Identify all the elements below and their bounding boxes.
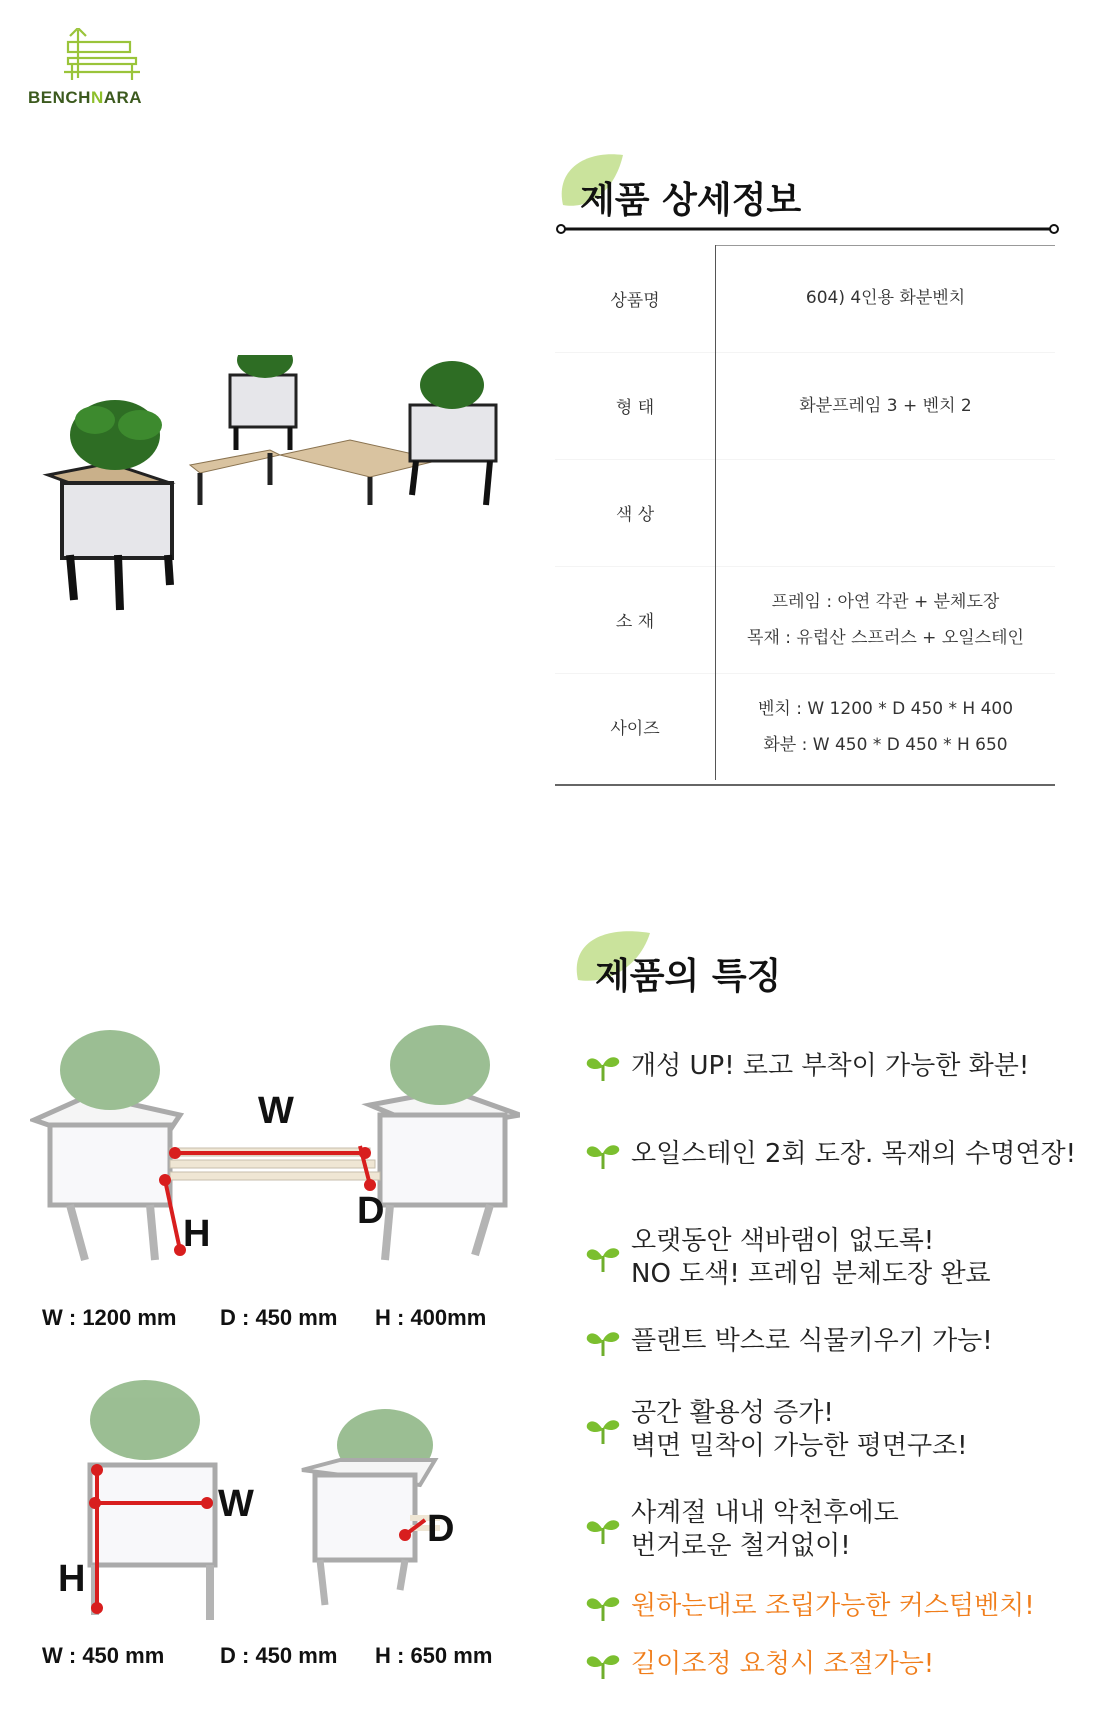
- feature-item: 플랜트 박스로 식물키우기 가능!: [585, 1325, 1085, 1358]
- table-bottom-rule: [555, 784, 1055, 786]
- height-label: H: [58, 1558, 86, 1600]
- sprout-icon: [585, 1051, 621, 1083]
- feature-item: 공간 활용성 증가! 벽면 밀착이 가능한 평면구조!: [585, 1397, 1085, 1463]
- planter-depth-value: D : 450 mm: [220, 1643, 338, 1668]
- spec-table: [555, 245, 1055, 780]
- product-photo: [40, 355, 510, 615]
- spec-heading: 제품 상세정보: [580, 180, 802, 221]
- brand-logo: [28, 28, 178, 118]
- spec-value: 화분프레임 3 + 벤치 2: [716, 352, 1056, 459]
- depth-label: D: [427, 1508, 455, 1550]
- table-row: [555, 566, 1055, 673]
- sprout-icon: [585, 1514, 621, 1546]
- sprout-icon: [585, 1242, 621, 1274]
- planter-dimension-diagram: [40, 1375, 520, 1625]
- spec-value: 프레임 : 아연 각관 + 분체도장 목재 : 유럽산 스프러스 + 오일스테인: [716, 566, 1056, 673]
- table-row: [555, 352, 1055, 459]
- width-label: W: [258, 1090, 294, 1132]
- feature-item: 원하는대로 조립가능한 커스텀벤치!: [585, 1590, 1085, 1623]
- feature-item: 개성 UP! 로고 부착이 가능한 화분!: [585, 1050, 1085, 1083]
- sprout-icon: [585, 1649, 621, 1681]
- height-label: H: [183, 1213, 211, 1255]
- feature-item: 오랫동안 색바램이 없도록! NO 도색! 프레임 분체도장 완료: [585, 1225, 1085, 1291]
- table-row: [555, 673, 1055, 780]
- brand-name: BENCHNARA: [28, 88, 143, 107]
- spec-value: 604) 4인용 화분벤치: [805, 288, 966, 309]
- spec-key: 상품명: [555, 245, 716, 352]
- feature-item: 오일스테인 2회 도장. 목재의 수명연장!: [585, 1138, 1085, 1171]
- sprout-icon: [585, 1139, 621, 1171]
- table-row: [555, 245, 1055, 352]
- features-heading: 제품의 특징: [595, 956, 782, 997]
- bench-depth-value: D : 450 mm: [220, 1305, 338, 1330]
- spec-key: 사이즈: [555, 673, 716, 780]
- bench-logo-icon: [28, 28, 178, 88]
- spec-key: 색 상: [555, 459, 716, 566]
- spec-value: [716, 459, 1056, 566]
- spec-key: 소 재: [555, 566, 716, 673]
- sprout-icon: [585, 1591, 621, 1623]
- spec-value: 벤치 : W 1200 * D 450 * H 400 화분 : W 450 * D 450 * H 650: [716, 673, 1056, 780]
- width-label: W: [218, 1483, 254, 1525]
- bench-width-value: W : 1200 mm: [42, 1305, 177, 1330]
- feature-item: 사계절 내내 악천후에도 번거로운 철거없이!: [585, 1497, 1085, 1563]
- planter-height-value: H : 650 mm: [375, 1643, 493, 1668]
- feature-item: 길이조정 요청시 조절가능!: [585, 1648, 1085, 1681]
- spec-key: 형 태: [555, 352, 716, 459]
- sprout-icon: [585, 1414, 621, 1446]
- sprout-icon: [585, 1326, 621, 1358]
- depth-label: D: [357, 1190, 385, 1232]
- bench-height-value: H : 400mm: [375, 1305, 487, 1330]
- bench-dimension-diagram: [30, 1020, 520, 1270]
- table-row: [555, 459, 1055, 566]
- heading-underline: [555, 222, 1060, 236]
- planter-width-value: W : 450 mm: [42, 1643, 165, 1668]
